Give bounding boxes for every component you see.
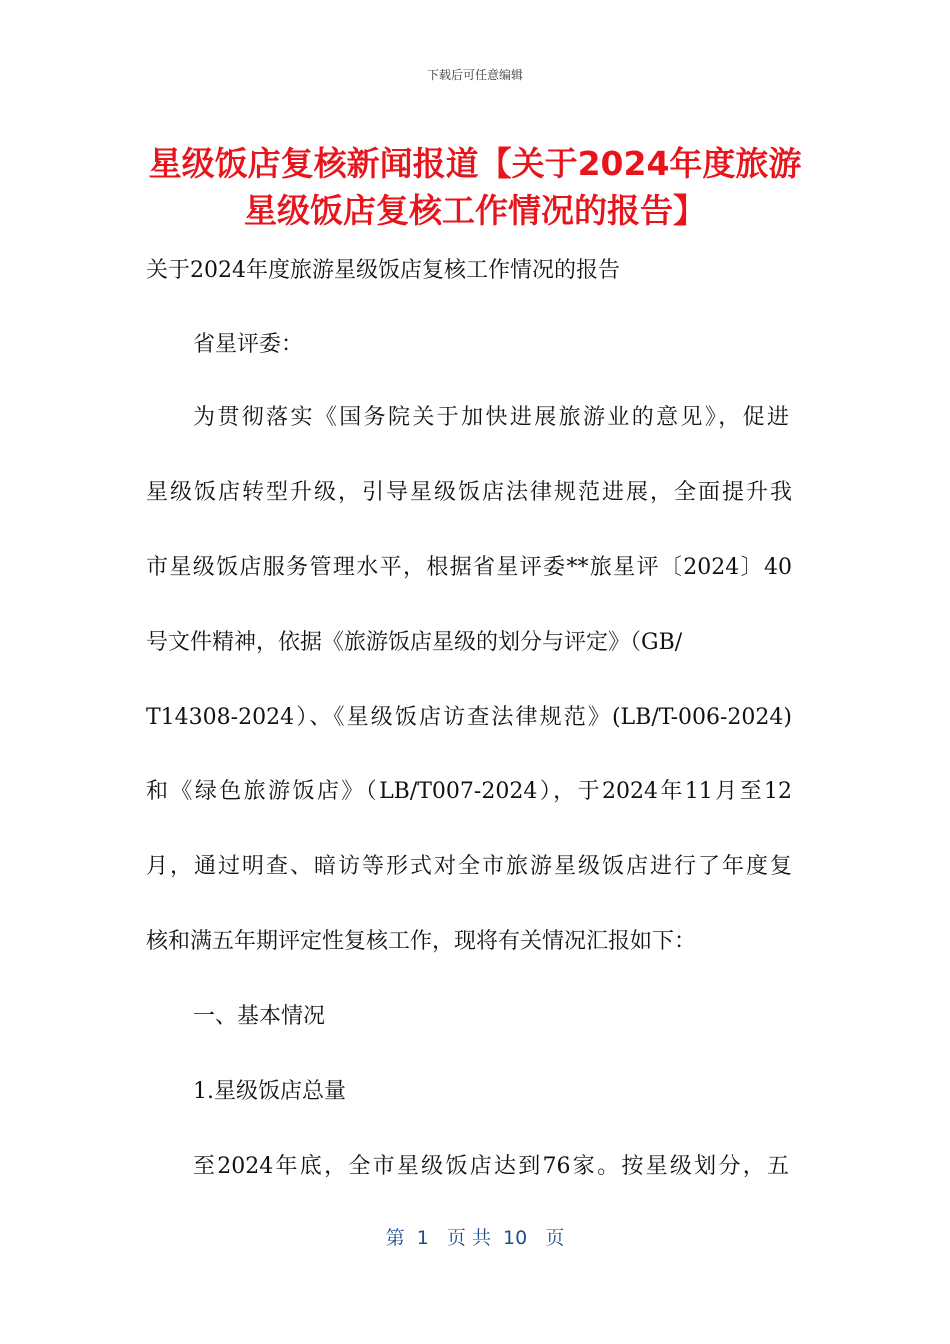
body-line: 月，通过明查、暗访等形式对全市旅游星级饭店进行了年度复 [146, 854, 792, 879]
body-line: 星级饭店转型升级，引导星级饭店法律规范进展，全面提升我 [146, 480, 792, 505]
body-line: 号文件精神，依据《旅游饭店星级的划分与评定》（GB/ [146, 630, 683, 655]
document-subtitle: 关于2024年度旅游星级饭店复核工作情况的报告 [146, 258, 620, 283]
body-line: 为贯彻落实《国务院关于加快进展旅游业的意见》，促进 [193, 405, 789, 430]
body-line: 和《绿色旅游饭店》（LB/T007-2024），于2024年11月至12 [146, 779, 792, 804]
subsection-heading: 1.星级饭店总量 [193, 1079, 346, 1104]
body-line: 核和满五年期评定性复核工作，现将有关情况汇报如下： [146, 929, 697, 954]
body-line: 至2024年底，全市星级饭店达到76家。按星级划分，五 [193, 1154, 789, 1179]
section-heading: 一、基本情况 [193, 1004, 326, 1029]
body-line: 市星级饭店服务管理水平，根据省星评委**旅星评〔2024〕40 [146, 555, 792, 580]
body-line: T14308-2024）、《星级饭店访查法律规范》(LB/T-006-2024) [146, 705, 792, 730]
header-note: 下载后可任意编辑 [426, 68, 523, 82]
page-number: 第 1 页 共 10 页 [385, 1227, 565, 1249]
salutation: 省星评委： [193, 332, 304, 357]
document-title: 星级饭店复核新闻报道【关于2024年度旅游星级饭店复核工作情况的报告】 [148, 144, 802, 230]
